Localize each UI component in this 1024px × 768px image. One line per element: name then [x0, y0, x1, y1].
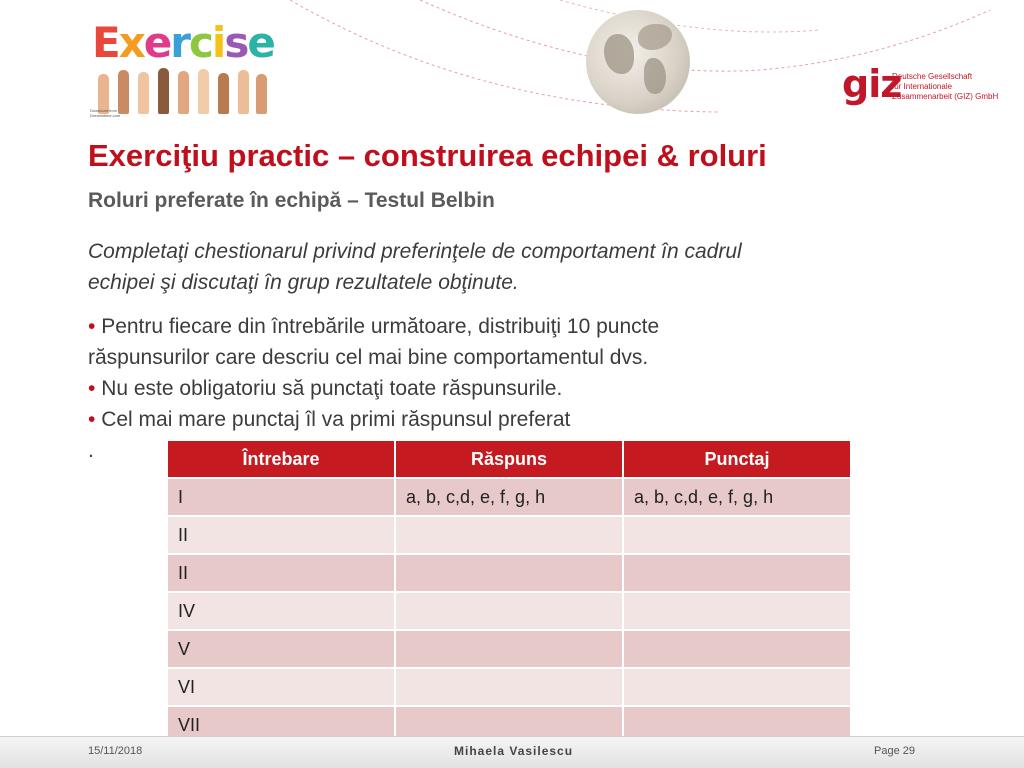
- intro-line: Completaţi chestionarul privind preferinţele de comportament în cadrul: [88, 240, 742, 263]
- table-cell: [623, 630, 851, 668]
- footer-author: Mihaela Vasilescu: [454, 744, 574, 758]
- table-row: [167, 592, 851, 630]
- table-cell: [623, 554, 851, 592]
- slide-title: Exerciţiu practic – construirea echipei & roluri: [88, 138, 767, 173]
- list-item: .: [88, 439, 94, 462]
- table-cell: V: [167, 630, 395, 668]
- footer-page-number: Page 29: [874, 745, 915, 757]
- belbin-table: [166, 439, 852, 745]
- slide-subtitle: Roluri preferate în echipă – Testul Belbin: [88, 189, 495, 212]
- table-row: [167, 630, 851, 668]
- table-row: [167, 516, 851, 554]
- table-cell: [395, 668, 623, 706]
- intro-line: echipei şi discutaţi în grup rezultatele obţinute.: [88, 271, 519, 294]
- list-item: • Cel mai mare punctaj îl va primi răspunsul preferat: [88, 408, 571, 431]
- watermark-text: Download from Dreamstime.com: [90, 108, 121, 118]
- table-cell: I: [167, 478, 395, 516]
- list-item: • Pentru fiecare din întrebările următoare, distribuiţi 10 puncte: [88, 315, 660, 338]
- footer-date: 15/11/2018: [88, 745, 143, 757]
- list-item: răspunsurilor care descriu cel mai bine comportamentul dvs.: [88, 346, 649, 369]
- table-cell: II: [167, 554, 395, 592]
- raised-hands-illustration: [94, 68, 270, 114]
- table-header-row: [167, 440, 851, 478]
- table-cell: [395, 554, 623, 592]
- globe-image: [586, 10, 690, 114]
- intro-paragraph: [88, 236, 908, 298]
- table-cell: VII: [167, 706, 395, 744]
- table-cell: a, b, c,d, e, f, g, h: [623, 478, 851, 516]
- table-cell: II: [167, 516, 395, 554]
- table-cell: IV: [167, 592, 395, 630]
- table-cell: VI: [167, 668, 395, 706]
- column-header-answer: Răspuns: [395, 440, 623, 478]
- list-item: • Nu este obligatoriu să punctaţi toate răspunsurile.: [88, 377, 563, 400]
- table-cell: [395, 630, 623, 668]
- table-row: [167, 668, 851, 706]
- table-cell: [623, 516, 851, 554]
- table-row: [167, 478, 851, 516]
- column-header-score: Punctaj: [623, 440, 851, 478]
- footer-divider: [0, 736, 1024, 737]
- table-cell: [395, 592, 623, 630]
- exercise-logo-image: [88, 14, 278, 122]
- table-cell: [623, 668, 851, 706]
- exercise-logo-text: Exercise: [92, 18, 274, 67]
- table-cell: [623, 592, 851, 630]
- giz-mark: giz: [842, 62, 902, 106]
- table-cell: a, b, c,d, e, f, g, h: [395, 478, 623, 516]
- table-row: [167, 554, 851, 592]
- column-header-question: Întrebare: [167, 440, 395, 478]
- giz-logo: [842, 62, 1002, 108]
- giz-organization-name: Deutsche Gesellschaft für Internationale Zusammenarbeit (GIZ) GmbH: [892, 72, 999, 101]
- table-cell: [395, 516, 623, 554]
